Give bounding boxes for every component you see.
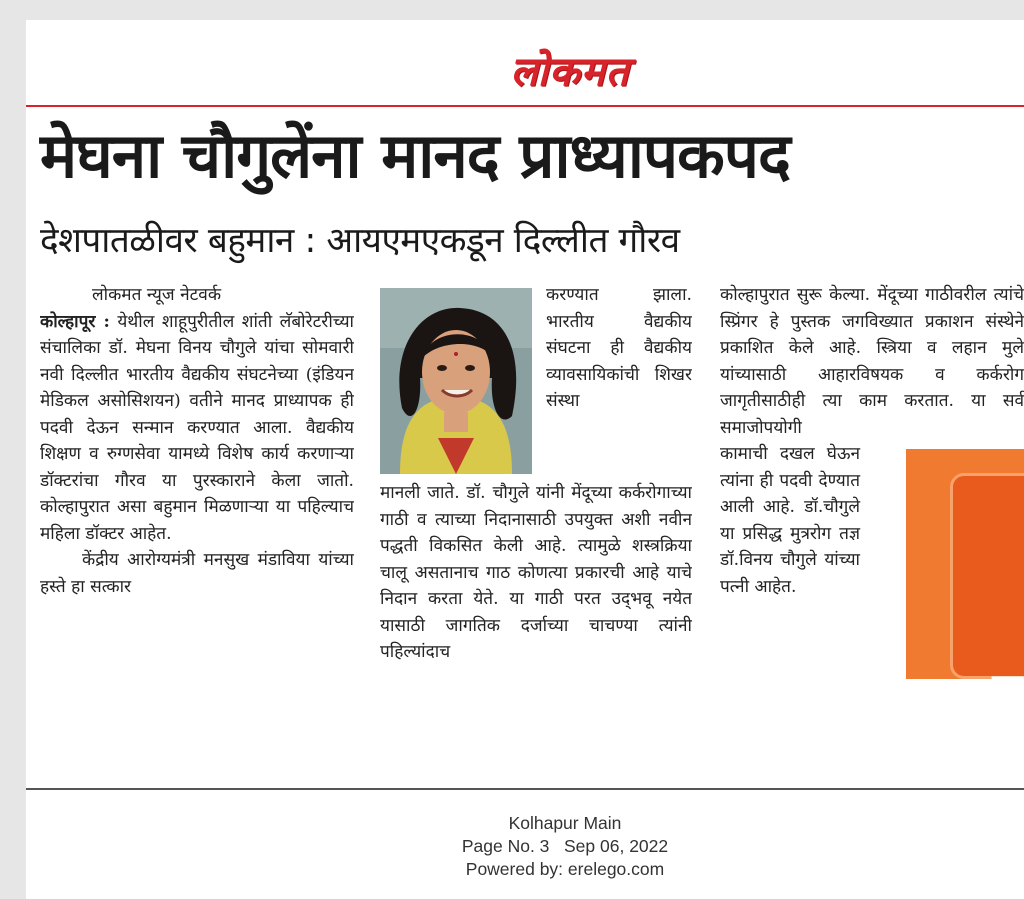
footer	[26, 812, 1024, 881]
subheadline: देशपातळीवर बहुमान : आयएमएकडून दिल्लीत गौरव	[40, 221, 680, 261]
dateline: कोल्हापूर :	[40, 311, 110, 332]
column-3-top-text: कोल्हापुरात सुरू केल्या. मेंदूच्या गाठीवरील त्यांचे स्प्रिंगर हे पुस्तक जगविख्यात प्रकाशन संस्थेने प्रकाशित केले आहे. स्त्रिया व लहान मुले यांच्यासाठी आहारविषयक व कर्करोग जागृतीसाठीही त्या काम करतात. या सर्व समाजोपयोगी	[720, 285, 1024, 438]
paragraph-1-text: येथील शाहूपुरीतील शांती लॅबोरेटरीच्या संचालिका डॉ. मेघना विनय चौगुले यांचा सोमवारी नवी दिल्लीत भारतीय वैद्यकीय संघटनेच्या (इंडियन मेडिकल असोसिशयन) वतीने मानद प्राध्यापक ही पदवी देऊन सन्मान करण्यात आला. वैद्यकीय शिक्षण व रुग्णसेवा यामध्ये विशेष कार्य करणाऱ्या डॉक्टरांचा गौरव या पुरस्काराने केला जातो. कोल्हापुरात असा बहुमान मिळणाऱ्या या पहिल्याच महिला डॉक्टर आहेत.	[40, 311, 354, 544]
article-body	[26, 282, 1024, 788]
paragraph-2: केंद्रीय आरोग्यमंत्री मनसुख मंडाविया यांच्या हस्ते हा सत्कार	[40, 550, 354, 597]
masthead	[26, 42, 1024, 98]
article-column-3	[720, 282, 1024, 788]
edition-name: Kolhapur Main	[508, 813, 622, 833]
powered-by-link[interactable]: Powered by: erelego.com	[465, 859, 665, 879]
paragraph-1	[40, 309, 354, 548]
newspaper-page	[26, 20, 1024, 899]
article-column-2	[380, 282, 692, 788]
column-2-narrow-text: करण्यात झाला. भारतीय वैद्यकीय संघटना ही वैद्यकीय व्यावसायिकांची शिखर संस्था	[546, 285, 692, 411]
portrait-photo	[380, 288, 532, 474]
page-date: Page No. 3 Sep 06, 2022	[461, 836, 669, 856]
column-2-text: मानली जाते. डॉ. चौगुले यांनी मेंदूच्या कर्करोगाच्या गाठी व त्याच्या निदानासाठी उपयुक्त अशी नवीन पद्धती विकसित केली आहे. त्यामुळे शस्त्रक्रिया चालू असतानाच गाठ कोणत्या प्रकारची आहे याचे निदान करता येते. या गाठी परत उद्‌भवू नयेत यासाठी जागतिक दर्जाच्या चाचण्या त्यांनी पहिल्यांदाच	[380, 483, 692, 662]
lokmat-logo: लोकमत	[510, 48, 630, 95]
ad-text-1: वच	[992, 670, 1023, 700]
column-3-narrow-text: कामाची दखल घेऊन त्यांना ही पदवी देण्यात आली आहे. डॉ.चौगुले या प्रसिद्ध मुत्ररोग तज्ञ डॉ.विनय चौगुले यांच्या पत्नी आहेत.	[720, 444, 860, 597]
byline: लोकमत न्यूज नेटवर्क	[92, 285, 222, 305]
masthead-rule	[26, 105, 1024, 107]
bottom-rule	[26, 788, 1024, 790]
headline: मेघना चौगुलेंना मानद प्राध्यापकपद	[40, 119, 790, 192]
ad-panel	[950, 473, 1024, 679]
orange-advertisement[interactable]	[906, 449, 1024, 679]
ad-text-2: रा	[992, 716, 1010, 746]
article-column-1	[40, 282, 354, 788]
